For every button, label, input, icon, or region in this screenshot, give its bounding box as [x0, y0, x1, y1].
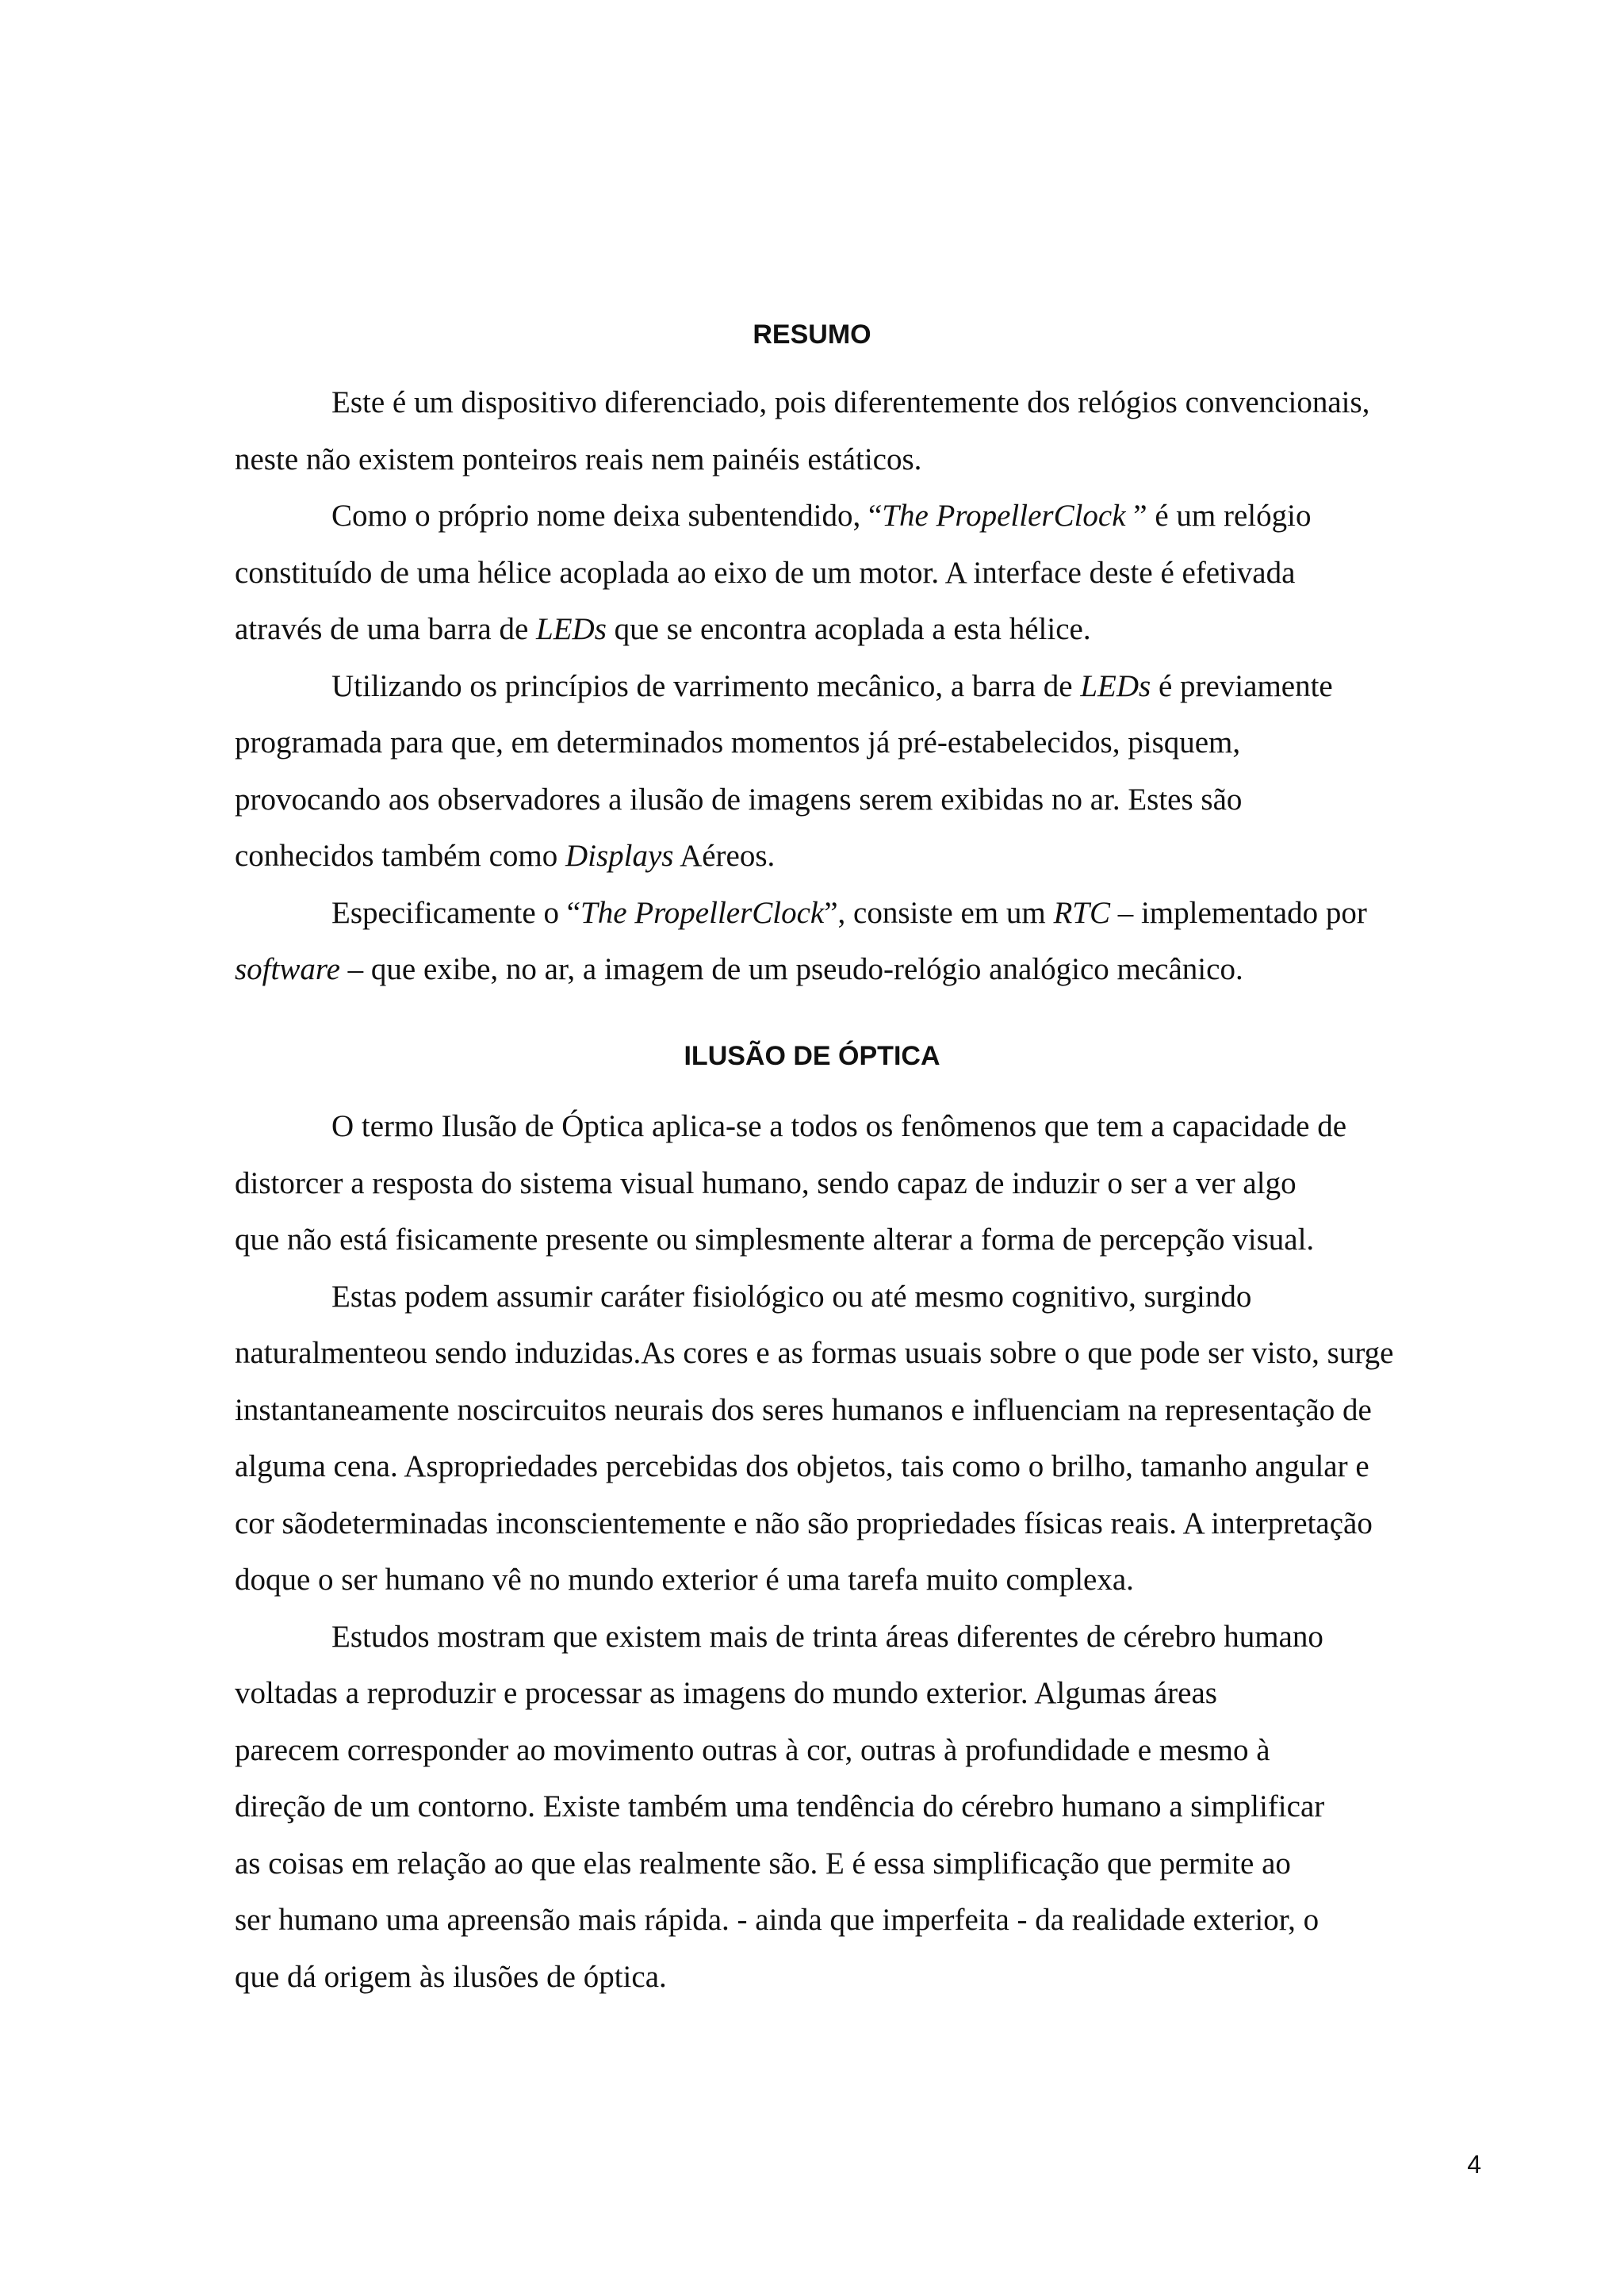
resumo-line-5-text-a: através de uma barra de	[235, 612, 537, 646]
resumo-line-3-italic-title: The PropellerClock	[882, 499, 1126, 533]
resumo-line-3-text-a: Como o próprio nome deixa subentendido, “	[331, 499, 883, 533]
ilusao-line: que não está fisicamente presente ou simplesmente alterar a forma de percepção visual.	[235, 1223, 1315, 1257]
resumo-line-5-text-c: que se encontra acoplada a esta hélice.	[606, 612, 1091, 646]
resumo-line-10-italic-rtc: RTC	[1053, 895, 1110, 930]
resumo-line-9-text-a: conhecidos também como	[235, 839, 565, 873]
resumo-line-10-text-e: – implementado por	[1109, 895, 1367, 930]
ilusao-line: O termo Ilusão de Óptica aplica-se a todos os fenômenos que tem a capacidade de	[331, 1109, 1347, 1143]
resumo-line-6-italic-leds: LEDs	[1080, 668, 1151, 703]
resumo-line-1: Este é um dispositivo diferenciado, pois diferentemente dos relógios convencionais,	[331, 385, 1370, 419]
resumo-line-6	[235, 658, 1488, 715]
resumo-heading: RESUMO	[753, 320, 871, 350]
resumo-line-9	[235, 828, 1488, 885]
ilusao-heading: ILUSÃO DE ÓPTICA	[684, 1041, 940, 1071]
ilusao-line: instantaneamente noscircuitos neurais dos seres humanos e influenciam na representação de	[235, 1392, 1372, 1427]
resumo-line-5	[235, 601, 1488, 658]
ilusao-line: doque o ser humano vê no mundo exterior é uma tarefa muito complexa.	[235, 1563, 1134, 1597]
ilusao-line: naturalmenteou sendo induzidas.As cores e as formas usuais sobre o que pode ser visto, surge	[235, 1336, 1394, 1370]
ilusao-line: distorcer a resposta do sistema visual humano, sendo capaz de induzir o ser a ver algo	[235, 1165, 1297, 1200]
resumo-line-11	[235, 941, 1488, 998]
page-number: 4	[1467, 2150, 1481, 2179]
ilusao-line: parecem corresponder ao movimento outras à cor, outras à profundidade e mesmo à	[235, 1732, 1270, 1767]
resumo-line-9-italic-displays: Displays	[565, 839, 674, 873]
resumo-line-4: constituído de uma hélice acoplada ao eixo de um motor. A interface deste é efetivada	[235, 555, 1296, 590]
resumo-line-3	[235, 488, 1488, 545]
resumo-line-10-text-c: ”, consiste em um	[824, 895, 1054, 930]
resumo-line-6-text-a: Utilizando os princípios de varrimento mecânico, a barra de	[331, 668, 1081, 703]
resumo-line-11-italic-software: software	[235, 952, 340, 986]
resumo-body	[235, 374, 1488, 998]
ilusao-line: cor sãodeterminadas inconscientemente e não são propriedades físicas reais. A interpretação	[235, 1506, 1373, 1540]
resumo-line-7: programada para que, em determinados momentos já pré-estabelecidos, pisquem,	[235, 725, 1241, 760]
ilusao-line: Estudos mostram que existem mais de trinta áreas diferentes de cérebro humano	[331, 1619, 1323, 1654]
resumo-line-8: provocando aos observadores a ilusão de imagens serem exibidas no ar. Estes são	[235, 782, 1243, 817]
ilusao-line: as coisas em relação ao que elas realmente são. E é essa simplificação que permite ao	[235, 1846, 1291, 1881]
ilusao-body	[235, 1098, 1488, 2005]
resumo-line-6-text-c: é previamente	[1151, 668, 1333, 703]
resumo-line-3-text-c: ” é um relógio	[1125, 499, 1312, 533]
ilusao-line: que dá origem às ilusões de óptica.	[235, 1959, 667, 1994]
resumo-line-5-italic-leds: LEDs	[536, 612, 607, 646]
resumo-line-11-text-b: – que exibe, no ar, a imagem de um pseudo-relógio analógico mecânico.	[339, 952, 1243, 986]
ilusao-line: voltadas a reproduzir e processar as imagens do mundo exterior. Algumas áreas	[235, 1676, 1217, 1710]
ilusao-line: direção de um contorno. Existe também uma tendência do cérebro humano a simplificar	[235, 1789, 1325, 1823]
ilusao-line: Estas podem assumir caráter fisiológico ou até mesmo cognitivo, surgindo	[331, 1279, 1252, 1314]
resumo-line-10	[235, 885, 1488, 942]
resumo-line-10-italic-title: The PropellerClock	[580, 895, 825, 930]
ilusao-line: ser humano uma apreensão mais rápida. - ainda que imperfeita - da realidade exterior, o	[235, 1903, 1320, 1937]
resumo-line-2: neste não existem ponteiros reais nem painéis estáticos.	[235, 442, 922, 476]
ilusao-line: alguma cena. Aspropriedades percebidas dos objetos, tais como o brilho, tamanho angular e	[235, 1449, 1369, 1483]
resumo-line-10-text-a: Especificamente o “	[331, 895, 580, 930]
resumo-line-9-text-c: Aéreos.	[673, 839, 776, 873]
